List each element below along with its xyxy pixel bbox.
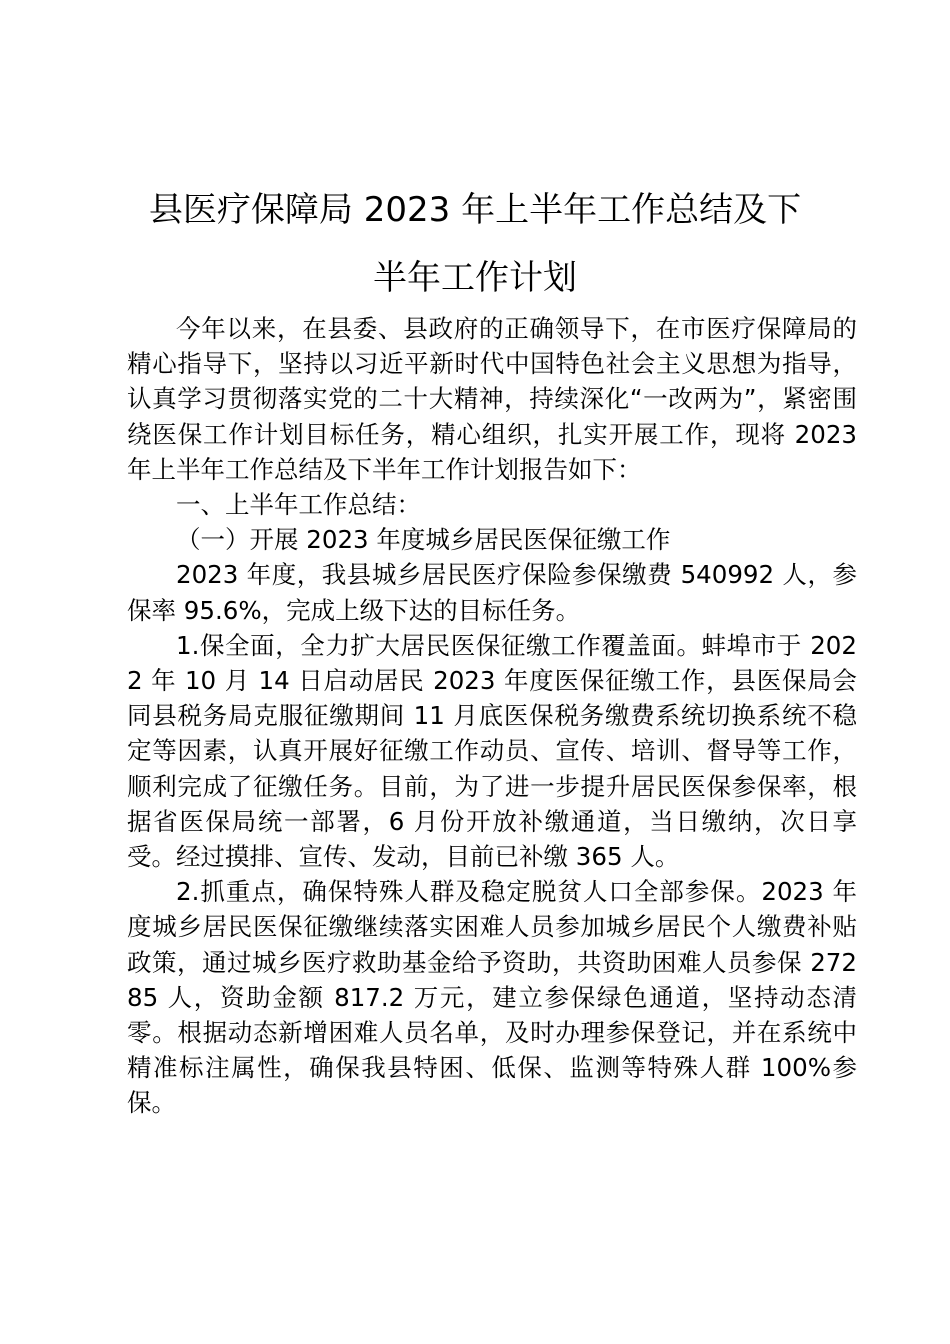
document-title-line-1: 县医疗保障局 2023 年上半年工作总结及下 <box>148 190 802 230</box>
section-heading: 一、上半年工作总结： <box>176 490 421 520</box>
document-title-line-2: 半年工作计划 <box>373 258 577 298</box>
intro-paragraph: 今年以来，在县委、县政府的正确领导下，在市医疗保障局的精心指导下，坚持以习近平新时代中国特色社会主义思想为指导，认真学习贯彻落实党的二十大精神，持续深化“一改两为”，紧密围绕医保工作计划目标任务，精心组织，扎实开展工作，现将 2023 年上半年工作总结及下半年工作计划报告如下： <box>127 314 857 484</box>
paragraph: 2.抓重点，确保特殊人群及稳定脱贫人口全部参保。2023 年度城乡居民医保征缴继续落实困难人员参加城乡居民个人缴费补贴政策，通过城乡医疗救助基金给予资助，共资助困难人员参保 27285 人，资助金额 817.2 万元，建立参保绿色通道，坚持动态清零。根据动态新增困难人员名单，及时办理参保登记，并在系统中精准标注属性，确保我县特困、低保、监测等特殊人群 100%参保。 <box>127 877 857 1118</box>
paragraph: 1.保全面，全力扩大居民医保征缴工作覆盖面。蚌埠市于 2022 年 10 月 14 日启动居民 2023 年度医保征缴工作，县医保局会同县税务局克服征缴期间 11 月底医保税务缴费系统切换系统不稳定等因素，认真开展好征缴工作动员、宣传、培训、督导等工作，顺利完成了征缴任务。目前，为了进一步提升居民医保参保率，根据省医保局统一部署，6 月份开放补缴通道，当日缴纳，次日享受。经过摸排、宣传、发动，目前已补缴 365 人。 <box>127 630 857 872</box>
document-body <box>127 311 857 1121</box>
paragraph: 2023 年度，我县城乡居民医疗保险参保缴费 540992 人，参保率 95.6%，完成上级下达的目标任务。 <box>127 560 857 625</box>
subsection-heading: （一）开展 2023 年度城乡居民医保征缴工作 <box>176 525 671 555</box>
